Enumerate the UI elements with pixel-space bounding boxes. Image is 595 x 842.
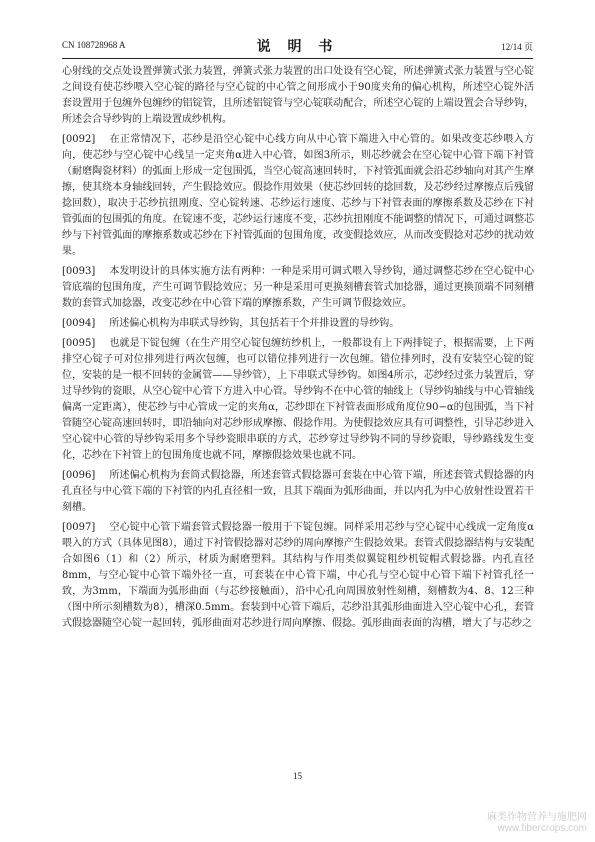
header-divider xyxy=(62,58,533,59)
paragraph-number: [0095] xyxy=(62,338,96,349)
paragraph-0092 xyxy=(62,132,534,260)
paragraph-0097 xyxy=(62,520,534,632)
paragraph-text: 也就是下锭包缠（在生产用空心锭包缠纺纱机上，一般都设有上下两排锭子，根据需要，上下两排空心锭子可对位排列进行两次包缠，也可以错位排列进行一次包缠。错位排列时，没有安装空心锭的锭位，安装的是一根不回转的金属管——导纱管），上下串联式导纱钩。如图4所示，芯纱经过张力装置后，穿过导纱钩的瓷眼，从空心锭中心管下方进入中心管。导纱钩不在中心管的轴线上（导纱钩轴线与中心管轴线偏离一定距离），使芯纱与中心管成一定的夹角α，芯纱即在下衬管表面形成角度位90−α的包围弧，当下衬管随空心锭高速回转时，即沿轴向对芯纱形成摩擦、假捻作用。为使假捻效应具有可调整性，引导芯纱进入空心锭中心管的导纱钩采用多个导纱瓷眼串联的方式，芯纱穿过导纱钩不同的导纱瓷眼，导纱路线发生变化，芯纱在下衬管上的包围角度也就不同，摩擦假捻效果也就不同。 xyxy=(62,338,534,461)
watermark-text: 麻类作物营养与施肥网 xyxy=(487,812,587,823)
paragraph-text: 所述偏心机构为串联式导纱钩，其包括若干个并排设置的导纱钩。 xyxy=(109,318,400,329)
page-number: 15 xyxy=(293,771,302,781)
paragraph-text: 本发明设计的具体实施方法有两种：一种是采用可调式喂入导纱钩，通过调整芯纱在空心锭中心管底端的包围角度，产生可调节假捻效应；另一种是采用可更换刻槽套管式加捻器，通过更换顶端不同刻槽数的套管式加捻器，改变芯纱在中心管下端的摩擦系数，产生可调节假捻效应。 xyxy=(62,266,534,309)
paragraph-0093 xyxy=(62,264,534,312)
patent-number: CN 108728968 A xyxy=(62,40,126,50)
paragraph-text: 在正常情况下，芯纱是沿空心锭中心线方向从中心管下端进入中心管的。如果改变芯纱喂入方向，使芯纱与空心锭中心线呈一定夹角α进入中心管，如图3所示，则芯纱就会在空心锭中心管下端下衬管（耐磨陶瓷材料）的弧面上形成一定包围弧，当空心锭高速回转时，下衬管弧面就会沿芯纱轴向对其产生摩擦，使其绕本身轴线回转，产生假捻效应。假捻作用效果（使芯纱回转的捻回数，及芯纱经过摩擦点后残留捻回数），取决于芯纱抗扭刚度、空心锭转速、芯纱运行速度、芯纱与下衬管表面的摩擦系数及芯纱在下衬管弧面的包围弧的角度。在锭速不变，芯纱运行速度不变，芯纱抗扭刚度不能调整的情况下，可通过调整芯纱与下衬管弧面的摩擦系数或芯纱在下衬管弧面的包围角度，改变假捻效应，从而改变假捻对芯纱的扰动效果。 xyxy=(62,134,534,257)
watermark-url: www.fibercrops.com xyxy=(497,823,587,834)
paragraph-number: [0093] xyxy=(62,266,96,277)
document-body xyxy=(62,64,534,636)
paragraph-text: 空心锭中心管下端套管式假捻器一般用于下锭包缠。同样采用芯纱与空心锭中心线成一定角度α喂入的方式（具体见图8），通过下衬管假捻器对芯纱的周向摩擦产生假捻效果。套管式假捻器结构与安装配合如图6（1）和（2）所示，材质为耐磨塑料。其结构与作用类似翼锭粗纱机锭帽式假捻器。内孔直径8mm，与空心锭中心管下端外径一直，可套装在中心管下端，中心孔与空心锭中心管下端下衬管孔径一致，为3mm，下端面为弧形曲面（与芯纱接触面），沿中心孔向周围放射性刻槽，刻槽数为4、8、12三种（图中所示刻槽数为8），槽深0.5mm。套装到中心管下端后，芯纱沿其弧形曲面进入空心锭中心孔，套管式假捻器随空心锭一起回转，弧形曲面对芯纱进行周向摩擦、假捻。弧形曲面表面的沟槽，增大了与芯纱之 xyxy=(62,522,534,629)
paragraph-number: [0096] xyxy=(62,470,96,481)
paragraph-number: [0094] xyxy=(62,318,96,329)
continued-paragraph: 心射线的交点处设置弹簧式张力装置，弹簧式张力装置的出口处设有空心锭，所述弹簧式张力装置与空心锭之间设有使芯纱喂入空心锭的路径与空心锭的中心管之间形成小于90度夹角的偏心机构，所述空心锭外活套设置用于包缠外包缠纱的铝锭管，且所述铝锭管与空心锭联动配合，所述空心锭的上端设置会合导纱钩，所述会合导纱钩的上端设置成纱机构。 xyxy=(62,66,534,125)
paragraph-0096 xyxy=(62,468,534,516)
paragraph-number: [0097] xyxy=(62,522,96,533)
watermark xyxy=(487,808,587,834)
page-header xyxy=(62,36,533,54)
paragraph-number: [0092] xyxy=(62,134,96,145)
paragraph-0095 xyxy=(62,336,534,464)
document-title: 说 明 书 xyxy=(256,39,339,55)
page-indicator: 12/14 页 xyxy=(501,42,533,52)
paragraph-0094 xyxy=(62,316,534,332)
paragraph-text: 所述偏心机构为套筒式假捻器，所述套管式假捻器可套装在中心管下端，所述套管式假捻器的内孔直径与中心管下端的下衬管的内孔直径相一致，且其下端面为弧形曲面，并以内孔为中心放射性设置若干刻槽。 xyxy=(62,470,534,513)
